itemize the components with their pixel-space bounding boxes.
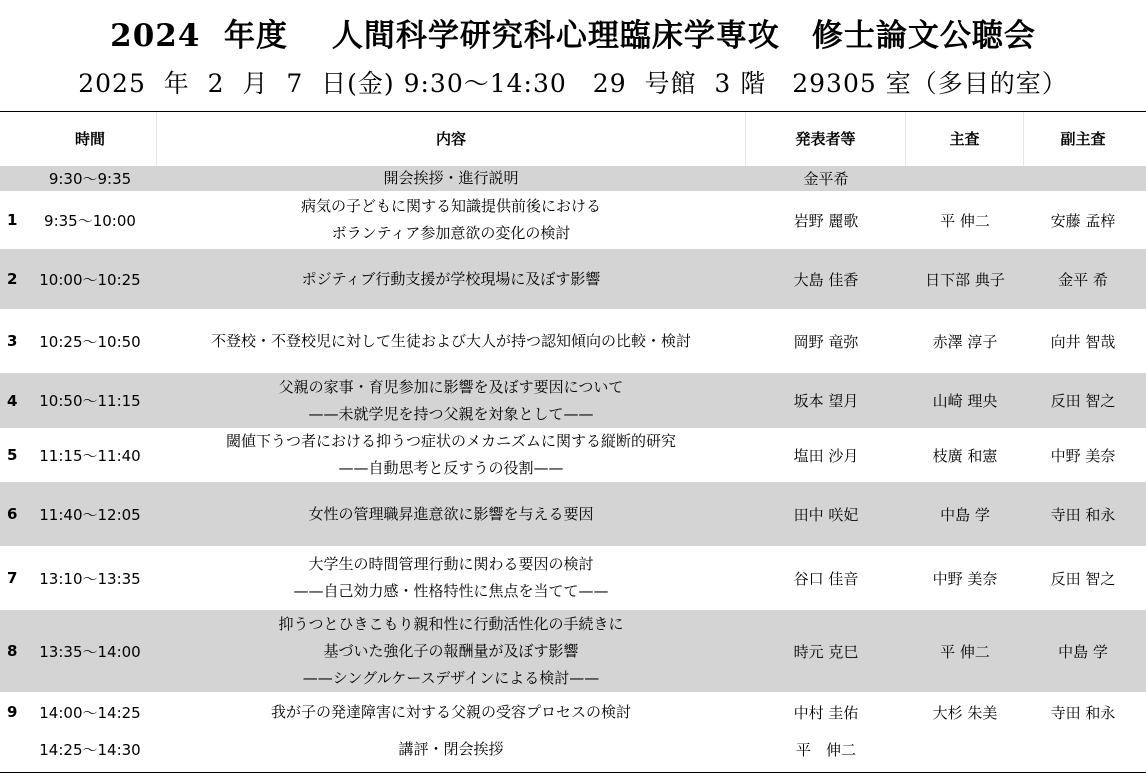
row-main-examiner: 大杉 朱美 (932, 703, 998, 722)
row-sub-examiner: 反田 智之 (1050, 392, 1116, 410)
table-row (0, 428, 1146, 482)
header-sub-examiner: 副主査 (1060, 130, 1106, 148)
content-line: ——シングルケースデザインによる検討—— (302, 668, 600, 687)
table-row (0, 191, 1146, 249)
row-content (156, 309, 746, 373)
row-number: 8 (7, 642, 18, 660)
row-content (156, 166, 746, 191)
row-presenter: 大島 佳香 (793, 270, 859, 289)
content-line: 大学生の時間管理行動に関わる要因の検討 (308, 555, 594, 573)
row-time: 10:50〜11:15 (39, 392, 141, 410)
row-main-examiner: 平 伸二 (940, 211, 990, 230)
row-time: 10:25〜10:50 (39, 332, 141, 351)
row-sub-examiner: 反田 智之 (1050, 569, 1116, 588)
content-line: 抑うつとひきこもり親和性に行動活性化の手続きに (278, 614, 624, 633)
row-presenter: 岡野 竜弥 (793, 332, 859, 351)
row-presenter: 田中 咲妃 (793, 505, 859, 524)
row-time: 13:10〜13:35 (39, 569, 141, 588)
row-number: 2 (7, 270, 18, 288)
row-number: 4 (7, 391, 18, 410)
content-line: 病気の子どもに関する知識提供前後における (300, 197, 601, 215)
header-time: 時間 (74, 130, 105, 148)
row-number: 7 (7, 569, 18, 587)
row-number (0, 166, 24, 191)
page-title: 2024 年度 人間科学研究科心理臨床学専攻 修士論文公聴会 (110, 18, 1036, 54)
content-line: 開会挨拶・進行説明 (383, 169, 519, 187)
row-presenter: 中村 圭佑 (793, 703, 859, 722)
row-content (156, 732, 746, 767)
table-body (0, 166, 1146, 767)
row-content (156, 191, 746, 249)
table-row (0, 692, 1146, 732)
row-main-examiner: 山崎 理央 (932, 392, 998, 410)
row-sub-examiner: 安藤 孟梓 (1050, 211, 1116, 230)
row-sub-examiner (1024, 732, 1142, 767)
row-main-examiner: 中島 学 (940, 505, 990, 524)
row-time: 9:35〜10:00 (44, 211, 136, 230)
content-line: 講評・閉会挨拶 (398, 740, 504, 758)
table-row (0, 732, 1146, 767)
row-presenter: 谷口 佳音 (793, 569, 859, 588)
row-main-examiner: 平 伸二 (940, 642, 990, 661)
table-row (0, 482, 1146, 546)
table-row (0, 546, 1146, 610)
header-main-examiner: 主査 (906, 112, 1024, 166)
row-main-examiner (906, 166, 1024, 191)
row-number: 6 (7, 505, 18, 523)
row-sub-examiner: 金平 希 (1058, 270, 1108, 289)
content-line: ポジティブ行動支援が学校現場に及ぼす影響 (301, 269, 601, 288)
row-time: 13:35〜14:00 (39, 642, 141, 661)
row-time: 14:25〜14:30 (39, 741, 141, 759)
row-presenter: 平 伸二 (795, 741, 856, 759)
row-presenter: 時元 克巳 (793, 642, 859, 661)
row-presenter: 坂本 望月 (793, 392, 859, 410)
row-sub-examiner (1024, 166, 1142, 191)
row-content (156, 373, 746, 428)
row-sub-examiner: 寺田 和永 (1050, 505, 1116, 524)
content-line: 父親の家事・育児参加に影響を及ぼす要因について (278, 377, 624, 396)
row-content (156, 482, 746, 546)
table-row (0, 610, 1146, 692)
row-sub-examiner: 向井 智哉 (1050, 332, 1116, 351)
row-sub-examiner: 寺田 和永 (1050, 703, 1116, 722)
row-number (0, 732, 24, 767)
content-line: 閾値下うつ者における抑うつ症状のメカニズムに関する縦断的研究 (225, 432, 676, 450)
row-content (156, 610, 746, 692)
content-line: 不登校・不登校児に対して生徒および大人が持つ認知傾向の比較・検討 (210, 331, 691, 350)
table-row (0, 166, 1146, 191)
table-row (0, 249, 1146, 309)
row-main-examiner: 赤澤 淳子 (932, 332, 998, 351)
row-content (156, 249, 746, 309)
table-row (0, 309, 1146, 373)
content-line: 基づいた強化子の報酬量が及ぼす影響 (323, 641, 579, 660)
row-main-examiner: 中野 美奈 (932, 569, 998, 588)
event-date-location: 2025 年 2 月 7 日(金) 9:30〜14:30 29 号館 3 階 29305 室（多目的室） (78, 69, 1068, 98)
content-line: ——未就学児を持つ父親を対象として—— (308, 404, 594, 423)
row-number: 3 (7, 332, 18, 350)
row-time: 11:40〜12:05 (39, 505, 141, 524)
content-line: ——自動思考と反すうの役割—— (338, 459, 564, 477)
row-sub-examiner: 中島 学 (1058, 642, 1108, 661)
row-sub-examiner: 中野 美奈 (1050, 446, 1116, 465)
row-presenter: 岩野 麗歌 (793, 211, 859, 230)
row-content (156, 428, 746, 482)
header-content: 内容 (156, 112, 746, 166)
row-presenter: 金平希 (803, 170, 849, 188)
header-number (0, 112, 24, 166)
row-main-examiner (906, 732, 1024, 767)
row-time: 9:30〜9:35 (48, 170, 132, 188)
table-row (0, 373, 1146, 428)
row-time: 10:00〜10:25 (39, 270, 141, 289)
header-presenter: 発表者等 (746, 112, 906, 166)
content-line: ——自己効力感・性格特性に焦点を当てて—— (293, 582, 609, 600)
row-content (156, 692, 746, 732)
row-main-examiner: 日下部 典子 (925, 270, 1005, 289)
table-bottom-rule (0, 772, 1146, 773)
row-number: 1 (7, 211, 18, 229)
row-time: 14:00〜14:25 (39, 703, 141, 722)
row-number: 5 (7, 446, 18, 464)
row-content (156, 546, 746, 610)
schedule-table (0, 111, 1146, 767)
row-main-examiner: 枝廣 和憲 (932, 446, 998, 465)
content-line: 女性の管理職昇進意欲に影響を与える要因 (308, 504, 594, 523)
row-number: 9 (7, 703, 18, 721)
content-line: 我が子の発達障害に対する父親の受容プロセスの検討 (270, 702, 631, 721)
content-line: ボランティア参加意欲の変化の検討 (331, 224, 571, 242)
row-time: 11:15〜11:40 (39, 446, 141, 465)
row-presenter: 塩田 沙月 (793, 446, 859, 465)
table-header (0, 112, 1146, 166)
